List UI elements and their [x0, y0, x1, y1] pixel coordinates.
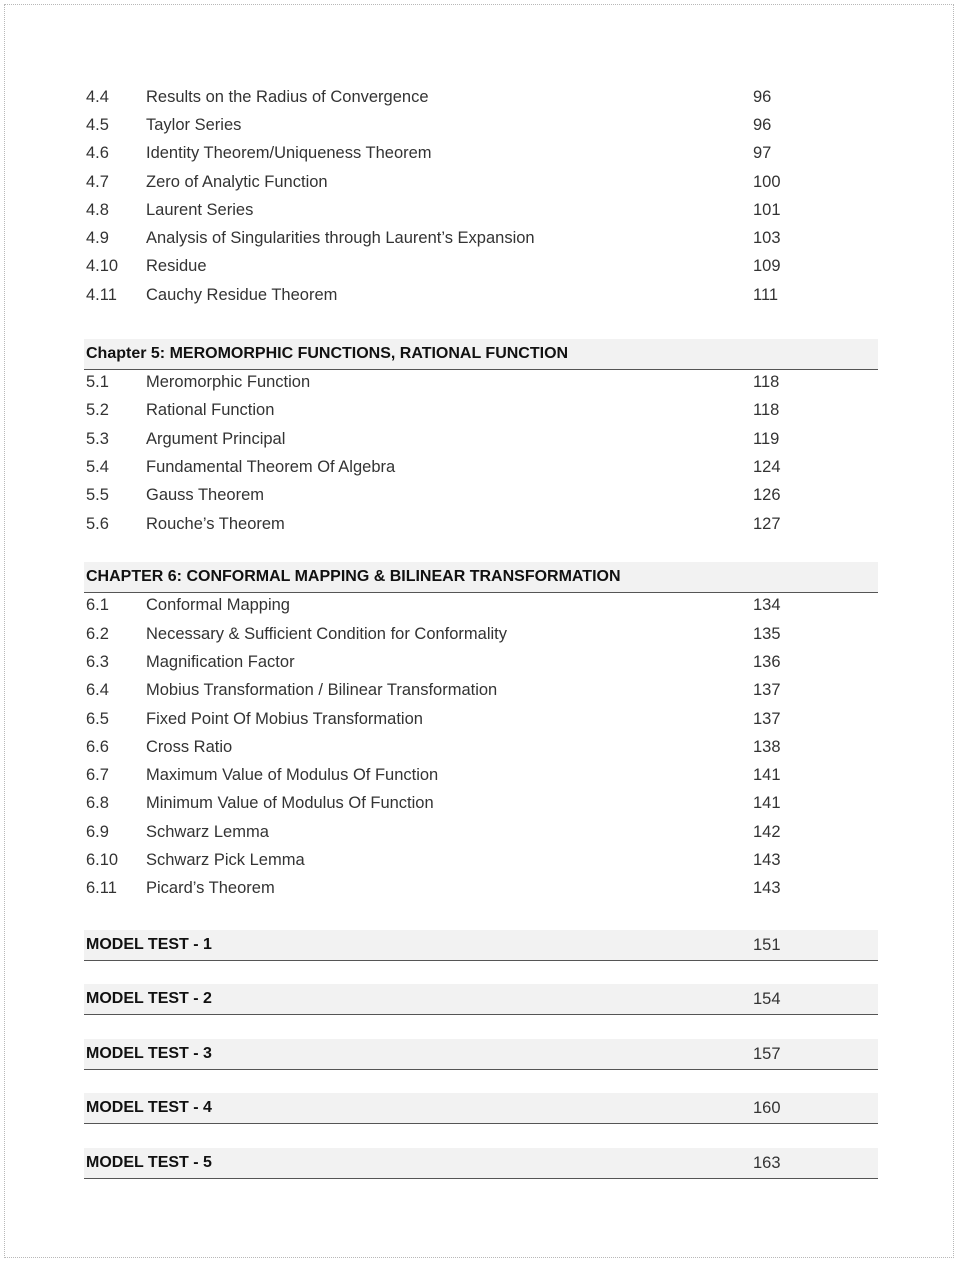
- entry-page: 124: [753, 458, 781, 476]
- toc-entry[interactable]: [84, 396, 878, 424]
- model-test-entry[interactable]: [84, 1148, 878, 1179]
- entry-page: 127: [753, 515, 781, 533]
- entry-title: Zero of Analytic Function: [146, 173, 328, 191]
- model-test-title: MODEL TEST - 1: [86, 936, 212, 953]
- entry-title: Schwarz Pick Lemma: [146, 851, 305, 869]
- entry-number: 4.8: [86, 201, 109, 219]
- entry-page: 160: [753, 1099, 781, 1117]
- toc-entry[interactable]: [84, 676, 878, 704]
- toc-entry[interactable]: [84, 224, 878, 252]
- entry-page: 119: [753, 430, 780, 448]
- model-test-title: MODEL TEST - 2: [86, 990, 212, 1007]
- model-test-title: MODEL TEST - 5: [86, 1154, 212, 1171]
- entry-number: 6.9: [86, 823, 109, 841]
- entry-title: Minimum Value of Modulus Of Function: [146, 794, 434, 812]
- entry-page: 141: [753, 766, 781, 784]
- entry-page: 137: [753, 681, 781, 699]
- entry-page: 134: [753, 596, 781, 614]
- toc-entry[interactable]: [84, 620, 878, 648]
- entry-number: 5.2: [86, 401, 109, 419]
- entry-number: 6.8: [86, 794, 109, 812]
- toc-entry[interactable]: [84, 761, 878, 789]
- toc-entry[interactable]: [84, 648, 878, 676]
- entry-title: Cross Ratio: [146, 738, 233, 756]
- entry-page: 136: [753, 653, 781, 671]
- toc-entry[interactable]: [84, 846, 878, 874]
- entry-title: Argument Principal: [146, 430, 286, 448]
- toc-entry[interactable]: [84, 874, 878, 902]
- toc-entry[interactable]: [84, 252, 878, 280]
- entry-title: Analysis of Singularities through Laurent’s Expansion: [146, 229, 535, 247]
- entry-title: Identity Theorem/Uniqueness Theorem: [146, 144, 432, 162]
- entry-page: 137: [753, 710, 781, 728]
- entry-title: Necessary & Sufficient Condition for Conformality: [146, 625, 508, 643]
- entry-number: 6.5: [86, 710, 109, 728]
- chapter-title: CHAPTER 6: CONFORMAL MAPPING & BILINEAR TRANSFORMATION: [86, 568, 621, 585]
- entry-title: Schwarz Lemma: [146, 823, 269, 841]
- entry-title: Fixed Point Of Mobius Transformation: [146, 710, 423, 728]
- entry-number: 4.5: [86, 116, 109, 134]
- toc-entry[interactable]: [84, 481, 878, 509]
- entry-title: Picard’s Theorem: [146, 879, 275, 897]
- entry-page: 111: [753, 286, 779, 304]
- entry-title: Rouche’s Theorem: [146, 515, 285, 533]
- entry-title: Laurent Series: [146, 201, 254, 219]
- entry-page: 109: [753, 257, 781, 275]
- entry-title: Cauchy Residue Theorem: [146, 286, 338, 304]
- toc-entry[interactable]: [84, 83, 878, 111]
- entry-number: 6.10: [86, 851, 119, 869]
- entry-number: 4.4: [86, 88, 109, 106]
- entry-number: 6.3: [86, 653, 109, 671]
- entry-number: 5.1: [86, 373, 109, 391]
- entry-page: 126: [753, 486, 781, 504]
- chapter-heading[interactable]: [84, 562, 878, 593]
- entry-page: 97: [753, 144, 772, 162]
- entry-number: 5.3: [86, 430, 109, 448]
- model-test-entry[interactable]: [84, 1039, 878, 1070]
- entry-page: 151: [753, 936, 781, 954]
- model-test-entry[interactable]: [84, 984, 878, 1015]
- entry-page: 103: [753, 229, 781, 247]
- entry-title: Magnification Factor: [146, 653, 295, 671]
- entry-title: Gauss Theorem: [146, 486, 264, 504]
- entry-number: 4.9: [86, 229, 109, 247]
- toc-entry[interactable]: [84, 139, 878, 167]
- entry-number: 6.7: [86, 766, 109, 784]
- toc-entry[interactable]: [84, 510, 878, 538]
- entry-page: 141: [753, 794, 781, 812]
- entry-title: Residue: [146, 257, 207, 275]
- toc-entry[interactable]: [84, 789, 878, 817]
- entry-page: 100: [753, 173, 781, 191]
- entry-page: 96: [753, 116, 772, 134]
- entry-number: 5.4: [86, 458, 109, 476]
- entry-title: Taylor Series: [146, 116, 242, 134]
- entry-title: Mobius Transformation / Bilinear Transformation: [146, 681, 498, 699]
- entry-title: Rational Function: [146, 401, 275, 419]
- entry-page: 163: [753, 1154, 781, 1172]
- entry-title: Conformal Mapping: [146, 596, 290, 614]
- entry-number: 6.4: [86, 681, 109, 699]
- model-test-title: MODEL TEST - 3: [86, 1045, 212, 1062]
- entry-page: 135: [753, 625, 781, 643]
- toc-entry[interactable]: [84, 733, 878, 761]
- entry-number: 4.7: [86, 173, 109, 191]
- entry-number: 5.5: [86, 486, 109, 504]
- entry-title: Fundamental Theorem Of Algebra: [146, 458, 396, 476]
- toc-entry[interactable]: [84, 705, 878, 733]
- model-test-title: MODEL TEST - 4: [86, 1099, 212, 1116]
- entry-page: 143: [753, 879, 781, 897]
- entry-page: 154: [753, 990, 781, 1008]
- entry-page: 142: [753, 823, 781, 841]
- entry-number: 4.6: [86, 144, 109, 162]
- toc-entry[interactable]: [84, 368, 878, 396]
- entry-title: Meromorphic Function: [146, 373, 311, 391]
- entry-number: 6.6: [86, 738, 109, 756]
- entry-page: 143: [753, 851, 781, 869]
- entry-number: 5.6: [86, 515, 109, 533]
- toc-entry[interactable]: [84, 196, 878, 224]
- entry-page: 118: [753, 373, 780, 391]
- toc-entry[interactable]: [84, 818, 878, 846]
- entry-number: 4.11: [86, 286, 117, 304]
- entry-page: 157: [753, 1045, 781, 1063]
- toc-entry[interactable]: [84, 591, 878, 619]
- model-test-entry[interactable]: [84, 930, 878, 961]
- toc-entry[interactable]: [84, 453, 878, 481]
- entry-page: 96: [753, 88, 772, 106]
- entry-page: 101: [753, 201, 781, 219]
- chapter-title: Chapter 5: MEROMORPHIC FUNCTIONS, RATIONAL FUNCTION: [86, 345, 569, 362]
- entry-page: 118: [753, 401, 780, 419]
- entry-number: 6.11: [86, 879, 117, 897]
- toc-entry[interactable]: [84, 111, 878, 139]
- entry-title: Maximum Value of Modulus Of Function: [146, 766, 439, 784]
- toc-entry[interactable]: [84, 168, 878, 196]
- entry-page: 138: [753, 738, 781, 756]
- entry-number: 4.10: [86, 257, 119, 275]
- toc-entry[interactable]: [84, 425, 878, 453]
- chapter-heading[interactable]: [84, 339, 878, 370]
- entry-number: 6.2: [86, 625, 109, 643]
- toc-entry[interactable]: [84, 281, 878, 309]
- model-test-entry[interactable]: [84, 1093, 878, 1124]
- entry-title: Results on the Radius of Convergence: [146, 88, 429, 106]
- entry-number: 6.1: [86, 596, 109, 614]
